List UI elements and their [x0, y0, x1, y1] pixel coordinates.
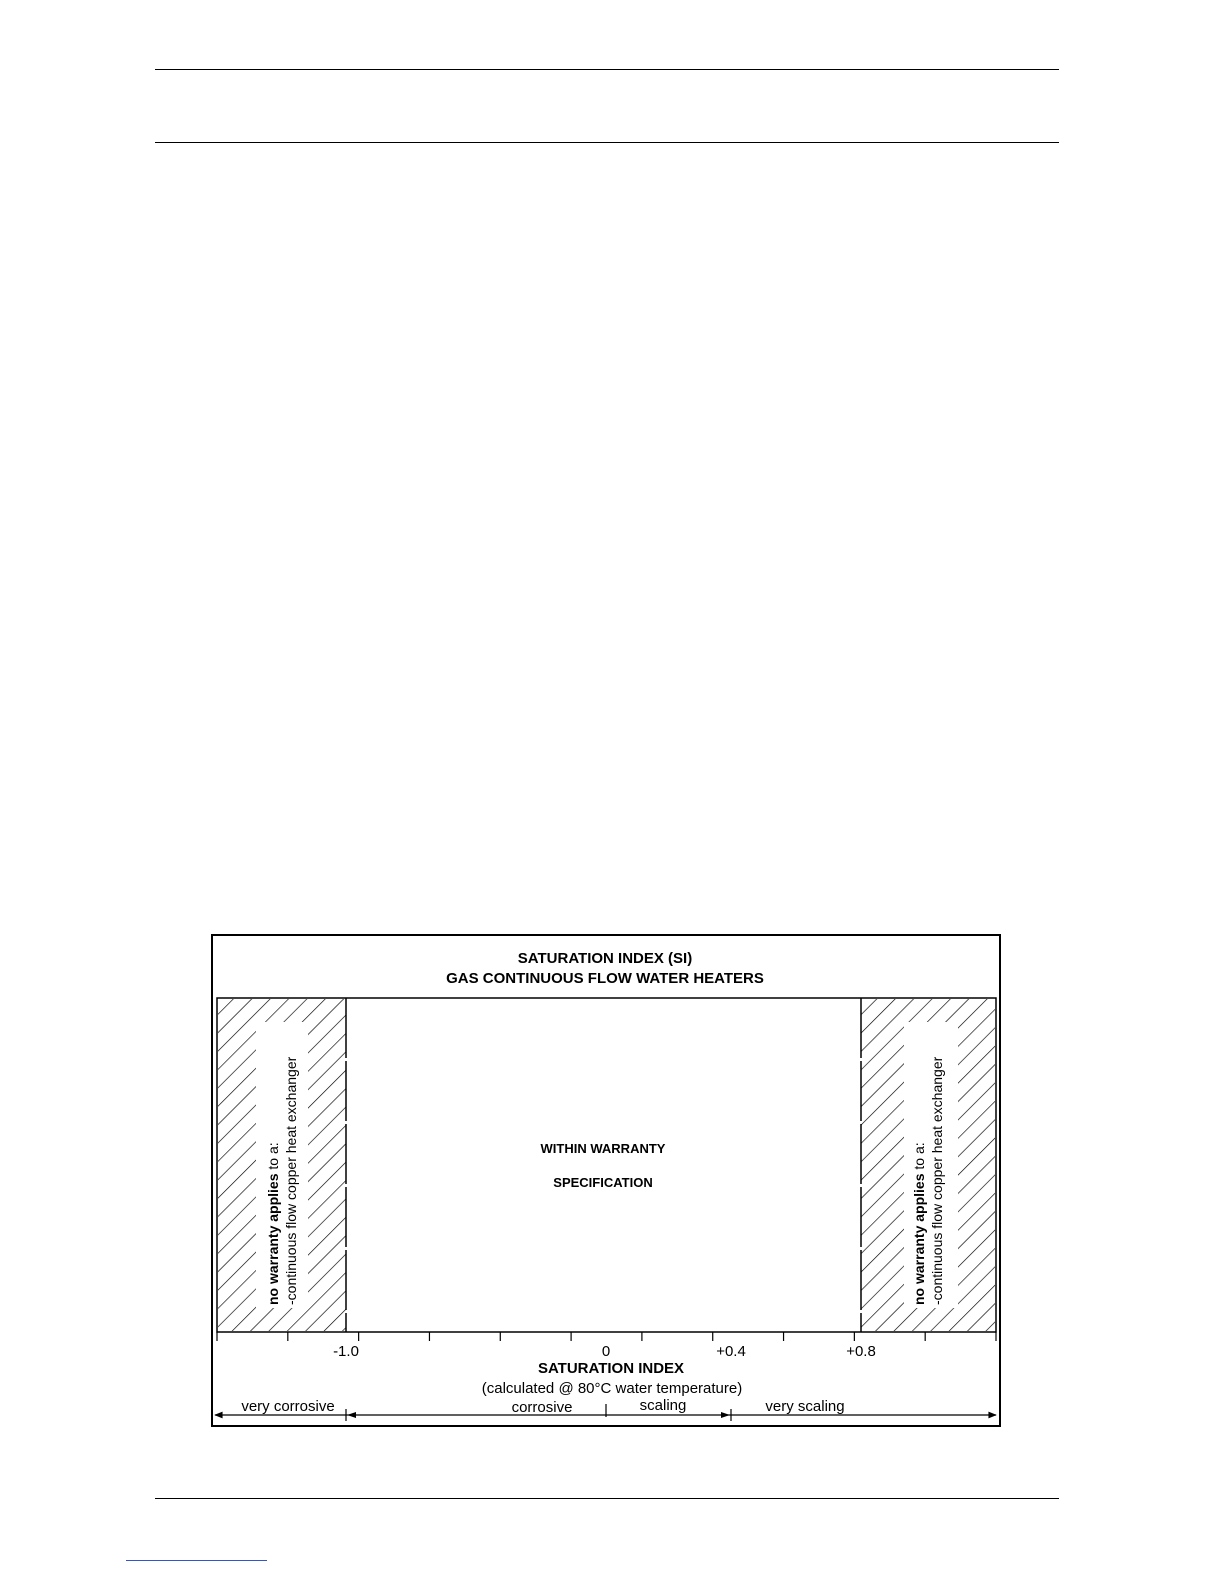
axis-title: SATURATION INDEX — [537, 1360, 685, 1377]
no-warranty-label-right: no warranty applies to a: — [911, 1142, 927, 1305]
zone-label-very-scaling: very scaling — [765, 1398, 845, 1415]
no-warranty-zone-left — [218, 998, 346, 1332]
no-warranty-detail-left: -continuous flow copper heat exchanger — [283, 1056, 299, 1305]
zone-label-scaling: scaling — [639, 1397, 687, 1414]
no-warranty-zone-right — [861, 998, 995, 1332]
zone-label-very-corrosive: very corrosive — [241, 1398, 335, 1415]
no-warranty-label-left: no warranty applies to a: — [265, 1142, 281, 1305]
tick-label-plus-0-4: +0.4 — [716, 1343, 746, 1360]
tick-label-zero: 0 — [601, 1343, 611, 1360]
zone-arrowhead-plus-0-4 — [721, 1412, 730, 1418]
axis-ticks — [217, 1332, 996, 1341]
within-warranty-label: WITHIN WARRANTY — [540, 1141, 666, 1156]
diagram-title-line1: SATURATION INDEX (SI) — [517, 950, 693, 967]
zone-label-corrosive: corrosive — [511, 1399, 573, 1416]
tick-label-plus-0-8: +0.8 — [846, 1343, 876, 1360]
axis-subtitle: (calculated @ 80°C water temperature) — [481, 1380, 743, 1397]
no-warranty-detail-right: -continuous flow copper heat exchanger — [929, 1056, 945, 1305]
zone-arrowhead-minus-1 — [347, 1412, 356, 1418]
specification-label: SPECIFICATION — [553, 1175, 653, 1190]
tick-label-minus-1: -1.0 — [333, 1343, 359, 1360]
diagram-title-line2: GAS CONTINUOUS FLOW WATER HEATERS — [446, 970, 764, 987]
